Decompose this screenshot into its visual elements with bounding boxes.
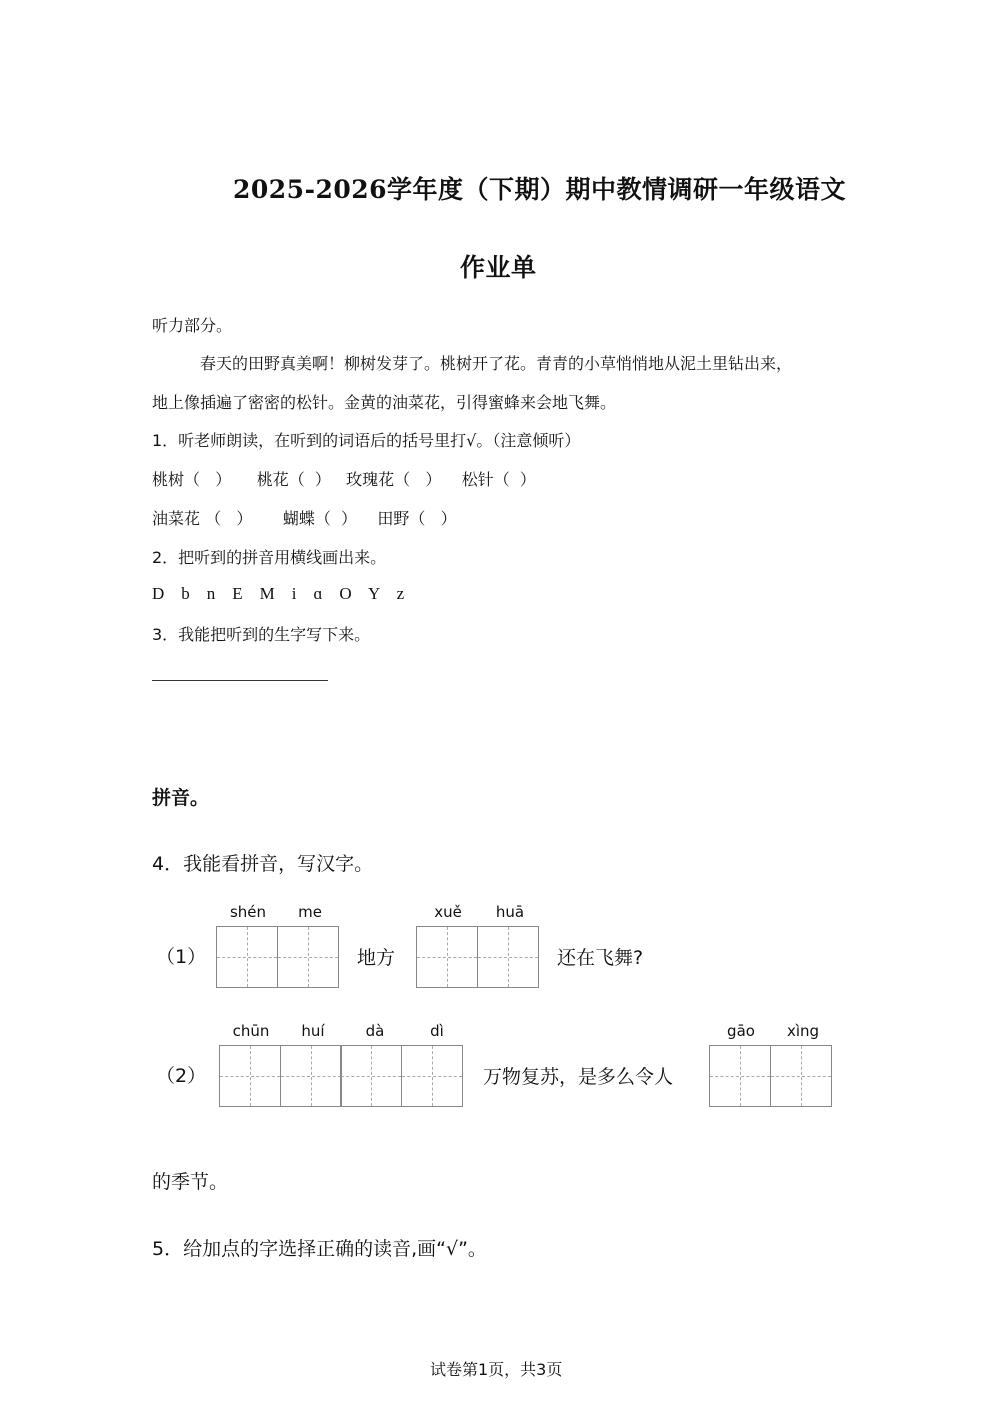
q1-word-row1: 桃树（ ） 桃花（ ） 玫瑰花（ ） 松针（ ） (152, 470, 536, 489)
writing-cell[interactable] (416, 926, 478, 988)
page-title-line1: 2025-2026学年度（下期）期中教情调研一年级语文 (233, 175, 847, 204)
writing-cell[interactable] (219, 1045, 281, 1107)
pinyin-label: shén (229, 903, 267, 921)
writing-grid-item1-a (216, 926, 337, 988)
writing-cell[interactable] (216, 926, 278, 988)
writing-cell[interactable] (277, 926, 339, 988)
passage-line1: 春天的田野真美啊！柳树发芽了。桃树开了花。青青的小草悄悄地从泥土里钻出来， (200, 354, 793, 373)
writing-cell[interactable] (401, 1045, 463, 1107)
pinyin-label: xìng (786, 1022, 820, 1040)
item2-label: （2） (156, 1065, 207, 1087)
pinyin-label: dì (430, 1022, 444, 1040)
question-1: 1．听老师朗读，在听到的词语后的括号里打√。（注意倾听） (152, 431, 581, 450)
writing-cell[interactable] (340, 1045, 402, 1107)
pinyin-label: gāo (727, 1022, 755, 1040)
question-3: 3．我能把听到的生字写下来。 (152, 625, 371, 644)
item1-end-text: 还在飞舞? (557, 947, 644, 969)
item2-tail-text: 的季节。 (152, 1171, 229, 1193)
page-footer: 试卷第1页，共3页 (430, 1360, 563, 1379)
pinyin-label: chūn (232, 1022, 270, 1040)
writing-cell[interactable] (709, 1045, 771, 1107)
passage-line2: 地上像插遍了密密的松针。金黄的油菜花，引得蜜蜂来会地飞舞。 (152, 393, 617, 412)
pinyin-label: dà (365, 1022, 385, 1040)
page-title-line2: 作业单 (460, 253, 537, 282)
question-4: 4．我能看拼音，写汉字。 (152, 853, 374, 875)
writing-grid-item1-b (416, 926, 537, 988)
pinyin-label: huí (301, 1022, 325, 1040)
pinyin-label: xuě (434, 903, 462, 921)
item1-mid-text: 地方 (357, 947, 396, 969)
q3-answer-line[interactable] (152, 680, 328, 681)
writing-grid-item2-a (219, 1045, 461, 1107)
item2-mid-text: 万物复苏，是多么令人 (483, 1066, 674, 1088)
pinyin-heading: 拼音。 (152, 787, 210, 809)
writing-cell[interactable] (280, 1045, 342, 1107)
listening-heading: 听力部分。 (152, 316, 233, 335)
pinyin-label: huā (495, 903, 525, 921)
item1-label: （1） (156, 946, 207, 968)
question-5: 5．给加点的字选择正确的读音,画“√”。 (152, 1238, 487, 1260)
question-2: 2．把听到的拼音用横线画出来。 (152, 548, 387, 567)
q2-pinyin-letters: D b n E M i ɑ O Y z (152, 584, 405, 603)
q1-word-row2: 油菜花 （ ） 蝴蝶（ ） 田野（ ） (152, 509, 457, 528)
pinyin-label: me (298, 903, 322, 921)
writing-grid-item2-b (709, 1045, 830, 1107)
writing-cell[interactable] (770, 1045, 832, 1107)
writing-cell[interactable] (477, 926, 539, 988)
